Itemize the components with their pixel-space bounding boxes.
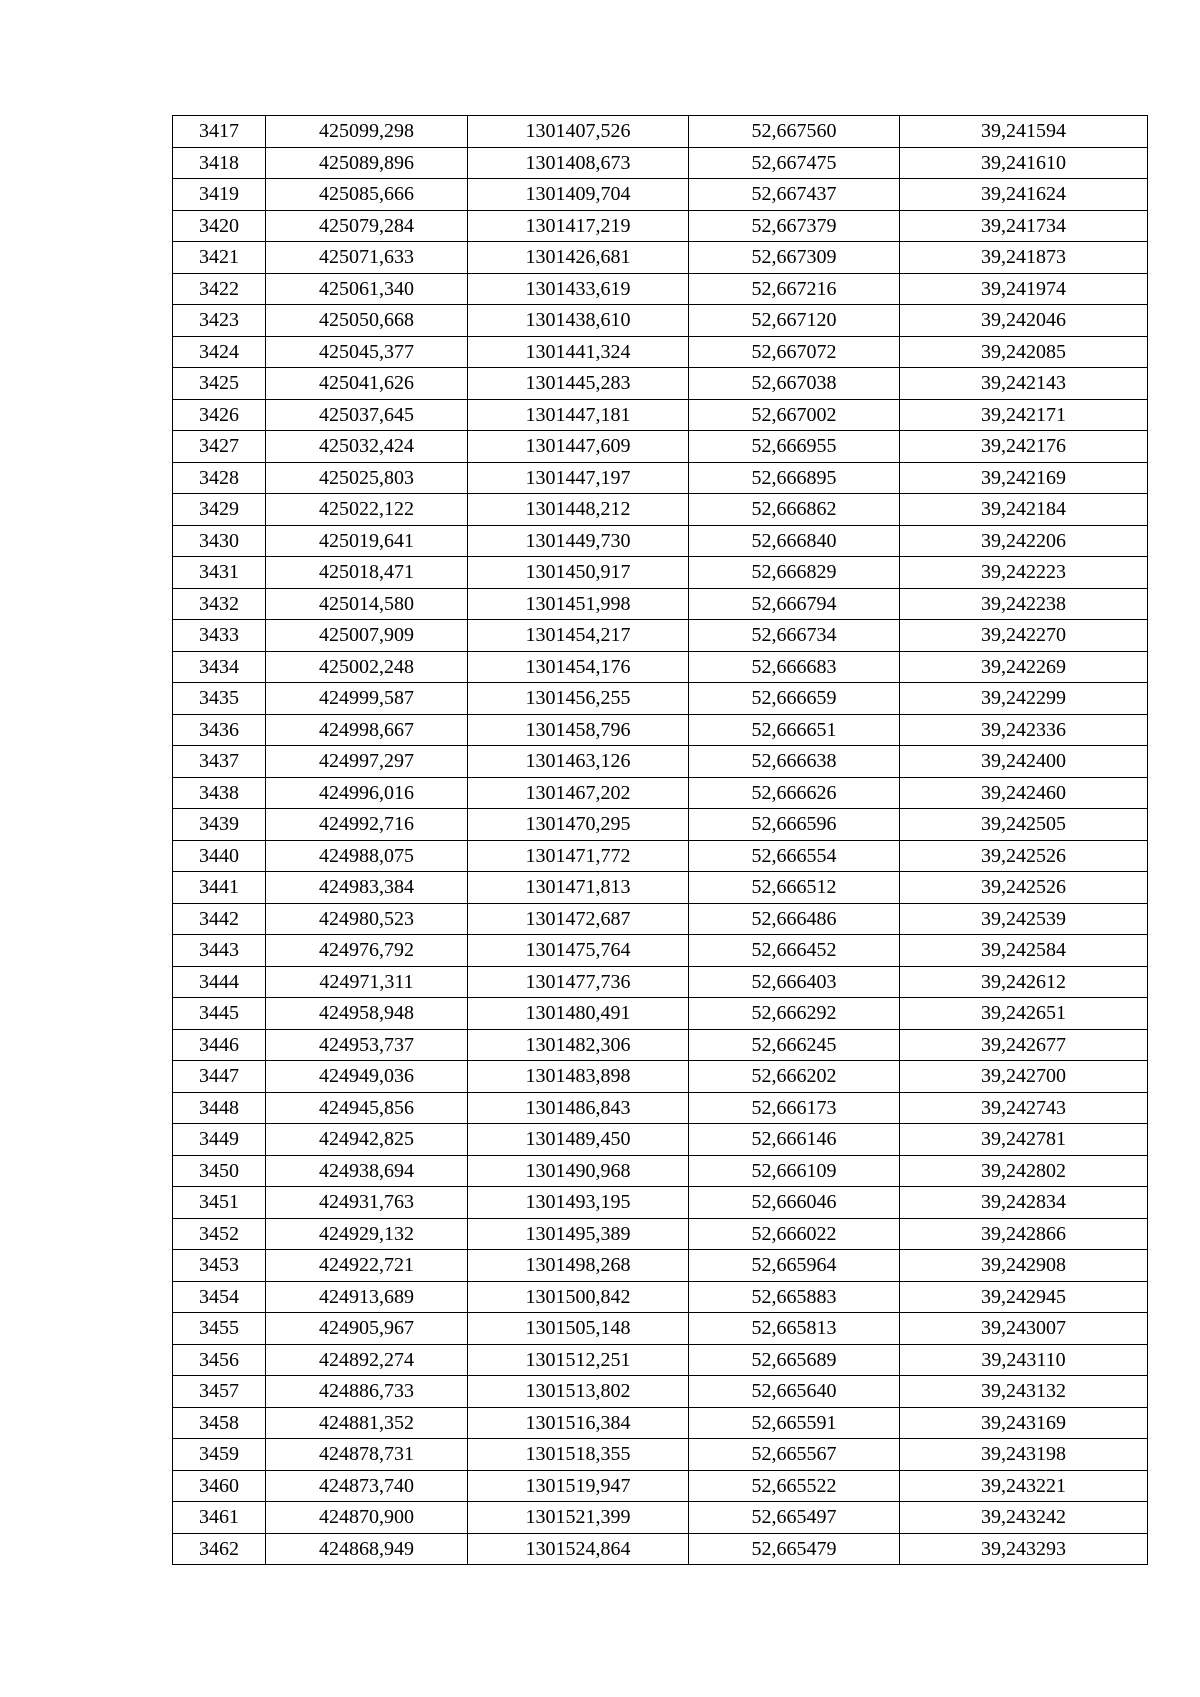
latitude-cell: 52,666486 bbox=[689, 903, 900, 935]
longitude-cell: 39,243132 bbox=[900, 1376, 1148, 1408]
x-coordinate-cell: 425089,896 bbox=[266, 147, 468, 179]
latitude-cell: 52,667560 bbox=[689, 116, 900, 148]
point-number-cell: 3421 bbox=[173, 242, 266, 274]
y-coordinate-cell: 1301467,202 bbox=[468, 777, 689, 809]
table-row bbox=[173, 683, 1148, 715]
y-coordinate-cell: 1301521,399 bbox=[468, 1502, 689, 1534]
point-number-cell: 3442 bbox=[173, 903, 266, 935]
point-number-cell: 3450 bbox=[173, 1155, 266, 1187]
x-coordinate-cell: 424949,036 bbox=[266, 1061, 468, 1093]
table-row bbox=[173, 1281, 1148, 1313]
point-number-cell: 3436 bbox=[173, 714, 266, 746]
y-coordinate-cell: 1301512,251 bbox=[468, 1344, 689, 1376]
table-row bbox=[173, 1470, 1148, 1502]
y-coordinate-cell: 1301475,764 bbox=[468, 935, 689, 967]
x-coordinate-cell: 425025,803 bbox=[266, 462, 468, 494]
latitude-cell: 52,666554 bbox=[689, 840, 900, 872]
point-number-cell: 3426 bbox=[173, 399, 266, 431]
y-coordinate-cell: 1301454,176 bbox=[468, 651, 689, 683]
table-row bbox=[173, 1407, 1148, 1439]
point-number-cell: 3452 bbox=[173, 1218, 266, 1250]
latitude-cell: 52,666452 bbox=[689, 935, 900, 967]
x-coordinate-cell: 424996,016 bbox=[266, 777, 468, 809]
y-coordinate-cell: 1301445,283 bbox=[468, 368, 689, 400]
point-number-cell: 3448 bbox=[173, 1092, 266, 1124]
table-row bbox=[173, 1502, 1148, 1534]
table-row bbox=[173, 210, 1148, 242]
table-row bbox=[173, 557, 1148, 589]
point-number-cell: 3417 bbox=[173, 116, 266, 148]
x-coordinate-cell: 425061,340 bbox=[266, 273, 468, 305]
y-coordinate-cell: 1301448,212 bbox=[468, 494, 689, 526]
latitude-cell: 52,667002 bbox=[689, 399, 900, 431]
y-coordinate-cell: 1301408,673 bbox=[468, 147, 689, 179]
x-coordinate-cell: 425032,424 bbox=[266, 431, 468, 463]
table-row bbox=[173, 1344, 1148, 1376]
y-coordinate-cell: 1301447,197 bbox=[468, 462, 689, 494]
y-coordinate-cell: 1301441,324 bbox=[468, 336, 689, 368]
latitude-cell: 52,665813 bbox=[689, 1313, 900, 1345]
latitude-cell: 52,665479 bbox=[689, 1533, 900, 1565]
x-coordinate-cell: 424873,740 bbox=[266, 1470, 468, 1502]
longitude-cell: 39,242336 bbox=[900, 714, 1148, 746]
y-coordinate-cell: 1301463,126 bbox=[468, 746, 689, 778]
point-number-cell: 3459 bbox=[173, 1439, 266, 1471]
latitude-cell: 52,667120 bbox=[689, 305, 900, 337]
point-number-cell: 3453 bbox=[173, 1250, 266, 1282]
x-coordinate-cell: 424878,731 bbox=[266, 1439, 468, 1471]
longitude-cell: 39,242539 bbox=[900, 903, 1148, 935]
point-number-cell: 3434 bbox=[173, 651, 266, 683]
y-coordinate-cell: 1301454,217 bbox=[468, 620, 689, 652]
point-number-cell: 3441 bbox=[173, 872, 266, 904]
y-coordinate-cell: 1301477,736 bbox=[468, 966, 689, 998]
x-coordinate-cell: 425045,377 bbox=[266, 336, 468, 368]
y-coordinate-cell: 1301495,389 bbox=[468, 1218, 689, 1250]
y-coordinate-cell: 1301426,681 bbox=[468, 242, 689, 274]
latitude-cell: 52,666292 bbox=[689, 998, 900, 1030]
x-coordinate-cell: 424980,523 bbox=[266, 903, 468, 935]
table-row bbox=[173, 462, 1148, 494]
x-coordinate-cell: 425022,122 bbox=[266, 494, 468, 526]
latitude-cell: 52,666512 bbox=[689, 872, 900, 904]
longitude-cell: 39,242781 bbox=[900, 1124, 1148, 1156]
table-row bbox=[173, 399, 1148, 431]
longitude-cell: 39,241734 bbox=[900, 210, 1148, 242]
longitude-cell: 39,242269 bbox=[900, 651, 1148, 683]
latitude-cell: 52,666829 bbox=[689, 557, 900, 589]
y-coordinate-cell: 1301472,687 bbox=[468, 903, 689, 935]
point-number-cell: 3420 bbox=[173, 210, 266, 242]
table-row bbox=[173, 1533, 1148, 1565]
point-number-cell: 3447 bbox=[173, 1061, 266, 1093]
longitude-cell: 39,242612 bbox=[900, 966, 1148, 998]
latitude-cell: 52,666840 bbox=[689, 525, 900, 557]
longitude-cell: 39,241624 bbox=[900, 179, 1148, 211]
longitude-cell: 39,242299 bbox=[900, 683, 1148, 715]
latitude-cell: 52,665522 bbox=[689, 1470, 900, 1502]
table-row bbox=[173, 1061, 1148, 1093]
point-number-cell: 3460 bbox=[173, 1470, 266, 1502]
point-number-cell: 3424 bbox=[173, 336, 266, 368]
table-row bbox=[173, 1029, 1148, 1061]
point-number-cell: 3428 bbox=[173, 462, 266, 494]
longitude-cell: 39,242866 bbox=[900, 1218, 1148, 1250]
longitude-cell: 39,242460 bbox=[900, 777, 1148, 809]
longitude-cell: 39,242176 bbox=[900, 431, 1148, 463]
table-row bbox=[173, 116, 1148, 148]
latitude-cell: 52,666659 bbox=[689, 683, 900, 715]
latitude-cell: 52,666638 bbox=[689, 746, 900, 778]
y-coordinate-cell: 1301500,842 bbox=[468, 1281, 689, 1313]
table-row bbox=[173, 714, 1148, 746]
x-coordinate-cell: 424997,297 bbox=[266, 746, 468, 778]
y-coordinate-cell: 1301433,619 bbox=[468, 273, 689, 305]
latitude-cell: 52,665591 bbox=[689, 1407, 900, 1439]
latitude-cell: 52,666626 bbox=[689, 777, 900, 809]
point-number-cell: 3430 bbox=[173, 525, 266, 557]
x-coordinate-cell: 424998,667 bbox=[266, 714, 468, 746]
y-coordinate-cell: 1301524,864 bbox=[468, 1533, 689, 1565]
latitude-cell: 52,666895 bbox=[689, 462, 900, 494]
point-number-cell: 3427 bbox=[173, 431, 266, 463]
y-coordinate-cell: 1301417,219 bbox=[468, 210, 689, 242]
latitude-cell: 52,666794 bbox=[689, 588, 900, 620]
point-number-cell: 3446 bbox=[173, 1029, 266, 1061]
longitude-cell: 39,242802 bbox=[900, 1155, 1148, 1187]
y-coordinate-cell: 1301447,609 bbox=[468, 431, 689, 463]
latitude-cell: 52,666146 bbox=[689, 1124, 900, 1156]
x-coordinate-cell: 425014,580 bbox=[266, 588, 468, 620]
longitude-cell: 39,242143 bbox=[900, 368, 1148, 400]
latitude-cell: 52,666173 bbox=[689, 1092, 900, 1124]
longitude-cell: 39,242677 bbox=[900, 1029, 1148, 1061]
table-row bbox=[173, 336, 1148, 368]
table-row bbox=[173, 1092, 1148, 1124]
table-row bbox=[173, 746, 1148, 778]
point-number-cell: 3419 bbox=[173, 179, 266, 211]
longitude-cell: 39,242169 bbox=[900, 462, 1148, 494]
x-coordinate-cell: 424913,689 bbox=[266, 1281, 468, 1313]
longitude-cell: 39,242206 bbox=[900, 525, 1148, 557]
x-coordinate-cell: 425019,641 bbox=[266, 525, 468, 557]
longitude-cell: 39,243293 bbox=[900, 1533, 1148, 1565]
table-row bbox=[173, 1218, 1148, 1250]
point-number-cell: 3418 bbox=[173, 147, 266, 179]
table-row bbox=[173, 179, 1148, 211]
x-coordinate-cell: 424958,948 bbox=[266, 998, 468, 1030]
point-number-cell: 3451 bbox=[173, 1187, 266, 1219]
x-coordinate-cell: 424983,384 bbox=[266, 872, 468, 904]
longitude-cell: 39,243007 bbox=[900, 1313, 1148, 1345]
point-number-cell: 3432 bbox=[173, 588, 266, 620]
latitude-cell: 52,666683 bbox=[689, 651, 900, 683]
x-coordinate-cell: 424976,792 bbox=[266, 935, 468, 967]
point-number-cell: 3433 bbox=[173, 620, 266, 652]
table-row bbox=[173, 147, 1148, 179]
latitude-cell: 52,666046 bbox=[689, 1187, 900, 1219]
x-coordinate-cell: 425085,666 bbox=[266, 179, 468, 211]
table-row bbox=[173, 588, 1148, 620]
point-number-cell: 3449 bbox=[173, 1124, 266, 1156]
table-row bbox=[173, 431, 1148, 463]
latitude-cell: 52,667216 bbox=[689, 273, 900, 305]
latitude-cell: 52,666202 bbox=[689, 1061, 900, 1093]
latitude-cell: 52,667437 bbox=[689, 179, 900, 211]
y-coordinate-cell: 1301486,843 bbox=[468, 1092, 689, 1124]
latitude-cell: 52,665883 bbox=[689, 1281, 900, 1313]
longitude-cell: 39,243110 bbox=[900, 1344, 1148, 1376]
table-row bbox=[173, 1250, 1148, 1282]
x-coordinate-cell: 424931,763 bbox=[266, 1187, 468, 1219]
longitude-cell: 39,242400 bbox=[900, 746, 1148, 778]
table-row bbox=[173, 494, 1148, 526]
x-coordinate-cell: 424881,352 bbox=[266, 1407, 468, 1439]
x-coordinate-cell: 424988,075 bbox=[266, 840, 468, 872]
longitude-cell: 39,242743 bbox=[900, 1092, 1148, 1124]
longitude-cell: 39,241873 bbox=[900, 242, 1148, 274]
y-coordinate-cell: 1301505,148 bbox=[468, 1313, 689, 1345]
longitude-cell: 39,242171 bbox=[900, 399, 1148, 431]
latitude-cell: 52,665964 bbox=[689, 1250, 900, 1282]
point-number-cell: 3458 bbox=[173, 1407, 266, 1439]
latitude-cell: 52,665567 bbox=[689, 1439, 900, 1471]
longitude-cell: 39,241594 bbox=[900, 116, 1148, 148]
point-number-cell: 3444 bbox=[173, 966, 266, 998]
x-coordinate-cell: 424992,716 bbox=[266, 809, 468, 841]
longitude-cell: 39,242908 bbox=[900, 1250, 1148, 1282]
y-coordinate-cell: 1301519,947 bbox=[468, 1470, 689, 1502]
table-row bbox=[173, 1376, 1148, 1408]
latitude-cell: 52,666403 bbox=[689, 966, 900, 998]
point-number-cell: 3429 bbox=[173, 494, 266, 526]
y-coordinate-cell: 1301493,195 bbox=[468, 1187, 689, 1219]
latitude-cell: 52,665497 bbox=[689, 1502, 900, 1534]
longitude-cell: 39,243169 bbox=[900, 1407, 1148, 1439]
y-coordinate-cell: 1301480,491 bbox=[468, 998, 689, 1030]
coordinates-table-body bbox=[173, 116, 1148, 1565]
table-row bbox=[173, 777, 1148, 809]
table-row bbox=[173, 242, 1148, 274]
longitude-cell: 39,242505 bbox=[900, 809, 1148, 841]
latitude-cell: 52,667072 bbox=[689, 336, 900, 368]
x-coordinate-cell: 425099,298 bbox=[266, 116, 468, 148]
x-coordinate-cell: 425050,668 bbox=[266, 305, 468, 337]
x-coordinate-cell: 424922,721 bbox=[266, 1250, 468, 1282]
x-coordinate-cell: 425041,626 bbox=[266, 368, 468, 400]
x-coordinate-cell: 425007,909 bbox=[266, 620, 468, 652]
table-row bbox=[173, 872, 1148, 904]
latitude-cell: 52,665689 bbox=[689, 1344, 900, 1376]
table-row bbox=[173, 840, 1148, 872]
longitude-cell: 39,242526 bbox=[900, 840, 1148, 872]
latitude-cell: 52,666596 bbox=[689, 809, 900, 841]
x-coordinate-cell: 425002,248 bbox=[266, 651, 468, 683]
point-number-cell: 3439 bbox=[173, 809, 266, 841]
longitude-cell: 39,242270 bbox=[900, 620, 1148, 652]
table-row bbox=[173, 305, 1148, 337]
point-number-cell: 3431 bbox=[173, 557, 266, 589]
latitude-cell: 52,666862 bbox=[689, 494, 900, 526]
longitude-cell: 39,242184 bbox=[900, 494, 1148, 526]
longitude-cell: 39,243198 bbox=[900, 1439, 1148, 1471]
longitude-cell: 39,243221 bbox=[900, 1470, 1148, 1502]
x-coordinate-cell: 424886,733 bbox=[266, 1376, 468, 1408]
y-coordinate-cell: 1301447,181 bbox=[468, 399, 689, 431]
point-number-cell: 3423 bbox=[173, 305, 266, 337]
longitude-cell: 39,242085 bbox=[900, 336, 1148, 368]
latitude-cell: 52,666109 bbox=[689, 1155, 900, 1187]
longitude-cell: 39,242223 bbox=[900, 557, 1148, 589]
y-coordinate-cell: 1301449,730 bbox=[468, 525, 689, 557]
x-coordinate-cell: 424870,900 bbox=[266, 1502, 468, 1534]
x-coordinate-cell: 424942,825 bbox=[266, 1124, 468, 1156]
y-coordinate-cell: 1301471,772 bbox=[468, 840, 689, 872]
y-coordinate-cell: 1301450,917 bbox=[468, 557, 689, 589]
latitude-cell: 52,667379 bbox=[689, 210, 900, 242]
point-number-cell: 3457 bbox=[173, 1376, 266, 1408]
longitude-cell: 39,242945 bbox=[900, 1281, 1148, 1313]
x-coordinate-cell: 424999,587 bbox=[266, 683, 468, 715]
x-coordinate-cell: 424929,132 bbox=[266, 1218, 468, 1250]
x-coordinate-cell: 424953,737 bbox=[266, 1029, 468, 1061]
y-coordinate-cell: 1301513,802 bbox=[468, 1376, 689, 1408]
longitude-cell: 39,242700 bbox=[900, 1061, 1148, 1093]
longitude-cell: 39,242834 bbox=[900, 1187, 1148, 1219]
y-coordinate-cell: 1301456,255 bbox=[468, 683, 689, 715]
latitude-cell: 52,666022 bbox=[689, 1218, 900, 1250]
latitude-cell: 52,667475 bbox=[689, 147, 900, 179]
table-row bbox=[173, 525, 1148, 557]
y-coordinate-cell: 1301490,968 bbox=[468, 1155, 689, 1187]
y-coordinate-cell: 1301518,355 bbox=[468, 1439, 689, 1471]
table-row bbox=[173, 620, 1148, 652]
table-row bbox=[173, 368, 1148, 400]
y-coordinate-cell: 1301470,295 bbox=[468, 809, 689, 841]
table-row bbox=[173, 903, 1148, 935]
x-coordinate-cell: 424971,311 bbox=[266, 966, 468, 998]
point-number-cell: 3437 bbox=[173, 746, 266, 778]
y-coordinate-cell: 1301483,898 bbox=[468, 1061, 689, 1093]
table-row bbox=[173, 966, 1148, 998]
table-row bbox=[173, 809, 1148, 841]
x-coordinate-cell: 425018,471 bbox=[266, 557, 468, 589]
point-number-cell: 3425 bbox=[173, 368, 266, 400]
table-row bbox=[173, 1439, 1148, 1471]
y-coordinate-cell: 1301407,526 bbox=[468, 116, 689, 148]
latitude-cell: 52,666245 bbox=[689, 1029, 900, 1061]
table-row bbox=[173, 935, 1148, 967]
table-row bbox=[173, 651, 1148, 683]
longitude-cell: 39,241974 bbox=[900, 273, 1148, 305]
longitude-cell: 39,242584 bbox=[900, 935, 1148, 967]
y-coordinate-cell: 1301516,384 bbox=[468, 1407, 689, 1439]
latitude-cell: 52,667309 bbox=[689, 242, 900, 274]
point-number-cell: 3443 bbox=[173, 935, 266, 967]
x-coordinate-cell: 425037,645 bbox=[266, 399, 468, 431]
latitude-cell: 52,667038 bbox=[689, 368, 900, 400]
point-number-cell: 3456 bbox=[173, 1344, 266, 1376]
table-row bbox=[173, 1155, 1148, 1187]
y-coordinate-cell: 1301489,450 bbox=[468, 1124, 689, 1156]
longitude-cell: 39,242046 bbox=[900, 305, 1148, 337]
table-row bbox=[173, 1313, 1148, 1345]
latitude-cell: 52,666651 bbox=[689, 714, 900, 746]
y-coordinate-cell: 1301471,813 bbox=[468, 872, 689, 904]
y-coordinate-cell: 1301458,796 bbox=[468, 714, 689, 746]
y-coordinate-cell: 1301451,998 bbox=[468, 588, 689, 620]
x-coordinate-cell: 424905,967 bbox=[266, 1313, 468, 1345]
x-coordinate-cell: 424868,949 bbox=[266, 1533, 468, 1565]
x-coordinate-cell: 424938,694 bbox=[266, 1155, 468, 1187]
coordinates-table bbox=[172, 115, 1148, 1565]
point-number-cell: 3422 bbox=[173, 273, 266, 305]
point-number-cell: 3445 bbox=[173, 998, 266, 1030]
longitude-cell: 39,242526 bbox=[900, 872, 1148, 904]
y-coordinate-cell: 1301482,306 bbox=[468, 1029, 689, 1061]
table-row bbox=[173, 1124, 1148, 1156]
point-number-cell: 3438 bbox=[173, 777, 266, 809]
table-row bbox=[173, 1187, 1148, 1219]
x-coordinate-cell: 424892,274 bbox=[266, 1344, 468, 1376]
point-number-cell: 3454 bbox=[173, 1281, 266, 1313]
longitude-cell: 39,243242 bbox=[900, 1502, 1148, 1534]
latitude-cell: 52,665640 bbox=[689, 1376, 900, 1408]
latitude-cell: 52,666955 bbox=[689, 431, 900, 463]
y-coordinate-cell: 1301438,610 bbox=[468, 305, 689, 337]
point-number-cell: 3440 bbox=[173, 840, 266, 872]
point-number-cell: 3462 bbox=[173, 1533, 266, 1565]
table-row bbox=[173, 273, 1148, 305]
longitude-cell: 39,242651 bbox=[900, 998, 1148, 1030]
point-number-cell: 3461 bbox=[173, 1502, 266, 1534]
x-coordinate-cell: 425079,284 bbox=[266, 210, 468, 242]
point-number-cell: 3435 bbox=[173, 683, 266, 715]
point-number-cell: 3455 bbox=[173, 1313, 266, 1345]
y-coordinate-cell: 1301409,704 bbox=[468, 179, 689, 211]
longitude-cell: 39,242238 bbox=[900, 588, 1148, 620]
x-coordinate-cell: 424945,856 bbox=[266, 1092, 468, 1124]
table-row bbox=[173, 998, 1148, 1030]
longitude-cell: 39,241610 bbox=[900, 147, 1148, 179]
x-coordinate-cell: 425071,633 bbox=[266, 242, 468, 274]
latitude-cell: 52,666734 bbox=[689, 620, 900, 652]
y-coordinate-cell: 1301498,268 bbox=[468, 1250, 689, 1282]
